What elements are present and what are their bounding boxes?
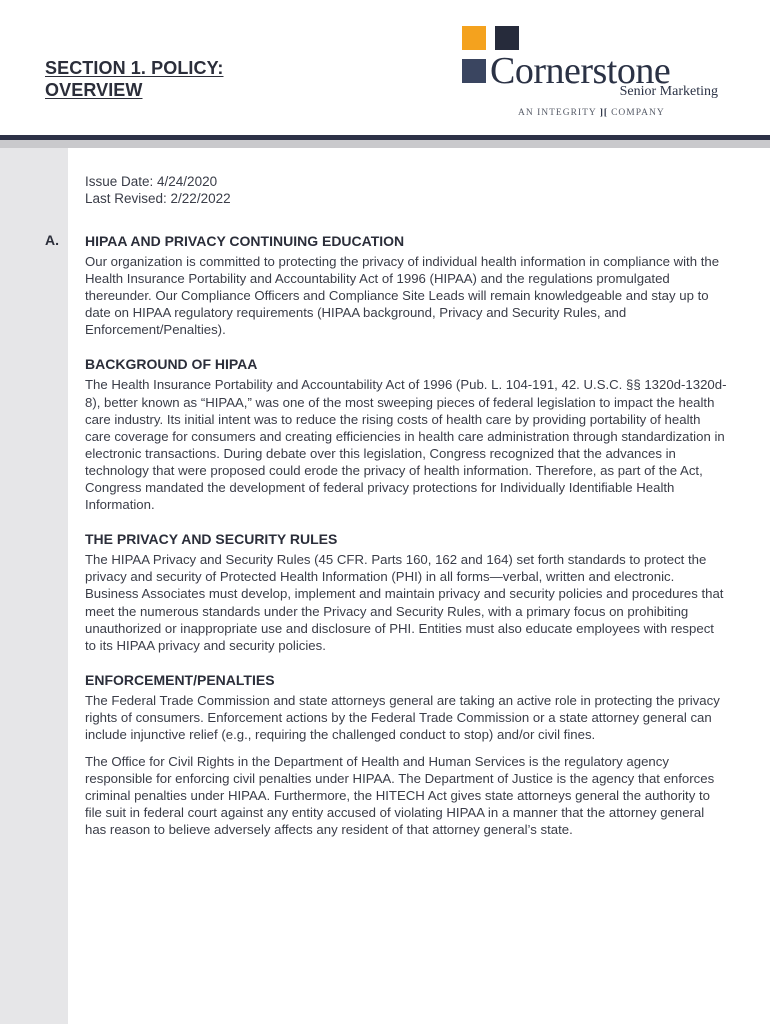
section-heading: HIPAA AND PRIVACY CONTINUING EDUCATION bbox=[85, 233, 405, 249]
page-title-line-1: SECTION 1. POLICY: bbox=[45, 58, 224, 78]
logo-square-navy-top bbox=[495, 26, 519, 50]
issue-date: Issue Date: 4/24/2020 bbox=[85, 174, 218, 189]
section-intro-paragraph: Our organization is committed to protecting the privacy of individual health information in compliance with the Health Insurance Portability and Accountability Act of 1996 (HIPAA) and the regulations promulgated thereunder. Our Compliance Officers and Compliance Site Leads will remain knowledgeable and stay up to date on HIPAA regulatory requirements (HIPAA background, Privacy and Security Rules, and Enforcement/Penalties). bbox=[85, 254, 720, 338]
enforcement-paragraph-2: The Office for Civil Rights in the Department of Health and Human Services is the regulatory agency responsible for enforcing civil penalties under HIPAA. The Department of Justice is the agency that enforces criminal penalties under HIPAA. Furthermore, the HITECH Act gives state attorneys general the authority to file suit in federal court against any entity accused of violating HIPAA in a manner that the attorney general has reason to believe adversely affects any resident of that attorney general’s state. bbox=[85, 754, 715, 838]
document-dates bbox=[85, 173, 231, 207]
logo-tagline bbox=[518, 108, 665, 118]
privacy-rules-paragraph: The HIPAA Privacy and Security Rules (45 CFR. Parts 160, 162 and 164) set forth standards to protect the privacy and security of Protected Health Information (PHI) in all forms—verbal, written and electronic. Business Associates must develop, implement and maintain privacy and security policies and procedures that meet the numerous standards under the Privacy and Security Rules, with a primary focus on prohibiting unauthorized or inappropriate use and disclosure of PHI. Entities must also educate employees with respect to its HIPAA privacy and security policies. bbox=[85, 552, 724, 653]
left-margin-band bbox=[0, 148, 68, 1024]
enforcement-paragraph-1: The Federal Trade Commission and state attorneys general are taking an active role in protecting the privacy rights of consumers. Enforcement actions by the Federal Trade Commission or a state attorney general can include injunctive relief (e.g., requiring the challenged conduct to stop) and/or civil fines. bbox=[85, 692, 720, 742]
page-title bbox=[45, 57, 224, 101]
logo-tagline-left: AN INTEGRITY bbox=[518, 108, 597, 118]
background-paragraph: The Health Insurance Portability and Accountability Act of 1996 (Pub. L. 104-191, 42. U.S.C. §§ 1320d-1320d-8), better known as “HIPAA,” was one of the most sweeping pieces of federal legislation to impact the health care industry. Its initial intent was to reduce the rising costs of health care by providing portability of health care coverage for consumers and creating efficiencies in health care administration through standardization in electronic transactions. During debate over this legislation, Congress recognized that the advances in technology that were proposed could erode the privacy of health information. Therefore, as part of the Act, Congress mandated the development of federal privacy protections for Individually Identifiable Health Information. bbox=[85, 377, 727, 513]
logo-wordmark: Cornerstone bbox=[490, 50, 671, 92]
company-logo bbox=[460, 24, 730, 124]
background-heading: BACKGROUND OF HIPAA bbox=[85, 356, 258, 373]
logo-tagline-divider: ][ bbox=[599, 108, 609, 118]
privacy-rules-heading: THE PRIVACY AND SECURITY RULES bbox=[85, 531, 338, 548]
logo-subtitle: Senior Marketing bbox=[619, 84, 718, 99]
policy-content bbox=[85, 232, 727, 839]
logo-tagline-right: COMPANY bbox=[611, 108, 665, 118]
enforcement-heading: ENFORCEMENT/PENALTIES bbox=[85, 671, 275, 688]
logo-square-orange bbox=[462, 26, 486, 50]
section-letter: A. bbox=[45, 232, 59, 248]
page-title-line-2: OVERVIEW bbox=[45, 80, 143, 100]
logo-square-navy-bottom bbox=[462, 59, 486, 83]
header-rule-light bbox=[0, 140, 770, 148]
revised-date: Last Revised: 2/22/2022 bbox=[85, 191, 231, 206]
